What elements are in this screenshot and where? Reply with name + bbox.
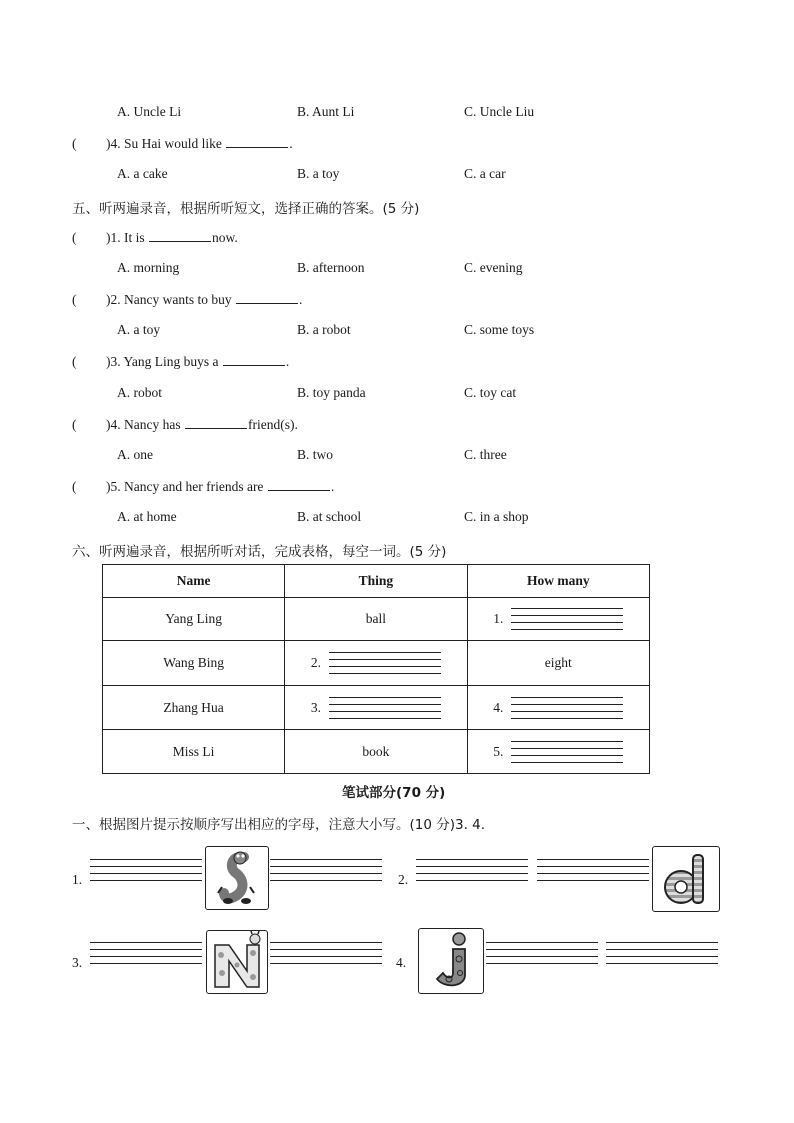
writing-lines[interactable]	[537, 859, 649, 881]
table-row	[103, 598, 650, 641]
writing-lines[interactable]	[329, 697, 441, 719]
writing-lines[interactable]	[486, 942, 598, 964]
option-b: B. afternoon	[297, 260, 365, 275]
item-number: 3.	[72, 955, 83, 970]
cell-how-many: 5.	[467, 730, 649, 774]
writing-lines[interactable]	[90, 859, 202, 881]
writing-lines[interactable]	[511, 697, 623, 719]
writing-lines[interactable]	[329, 652, 441, 674]
option-b: B. Aunt Li	[297, 104, 355, 119]
letter-n-icon	[207, 931, 267, 993]
question-5-5: ( )5. Nancy and her friends are .	[72, 479, 335, 494]
cell-how-many: eight	[467, 641, 649, 686]
answer-blank[interactable]	[223, 353, 285, 366]
question-5-3: ( )3. Yang Ling buys a .	[72, 354, 290, 369]
cell-thing: 3.	[285, 686, 467, 730]
cell-thing: 2.	[285, 641, 467, 686]
writing-lines[interactable]	[511, 608, 623, 630]
option-c: C. some toys	[464, 322, 535, 337]
answer-blank[interactable]	[226, 135, 288, 148]
cell-name: Wang Bing	[103, 641, 285, 686]
letter-s-icon	[206, 847, 268, 909]
table-row	[103, 686, 650, 730]
letter-j-picture	[418, 928, 484, 994]
header-thing: Thing	[285, 565, 467, 598]
option-a: A. a cake	[117, 166, 168, 181]
letter-d-picture	[652, 846, 720, 912]
cell-how-many: 4.	[467, 686, 649, 730]
option-a: A. robot	[117, 385, 162, 400]
cell-thing: ball	[285, 598, 467, 641]
option-b: B. toy panda	[297, 385, 366, 400]
option-c: C. evening	[464, 260, 523, 275]
option-a: A. morning	[117, 260, 180, 275]
question-5-4: ( )4. Nancy has friend(s).	[72, 417, 298, 432]
cell-name: Zhang Hua	[103, 686, 285, 730]
writing-lines[interactable]	[90, 942, 202, 964]
section5-title: 五、听两遍录音，根据所听短文，选择正确的答案。(5 分)	[72, 201, 420, 217]
answer-blank[interactable]	[268, 478, 330, 491]
header-how-many: How many	[467, 565, 649, 598]
item-number: 2.	[398, 872, 409, 887]
answer-blank[interactable]	[236, 291, 298, 304]
option-a: A. one	[117, 447, 153, 462]
option-b: B. two	[297, 447, 334, 462]
letter-n-picture	[206, 930, 268, 994]
letter-j-icon	[419, 929, 483, 993]
writing-lines[interactable]	[416, 859, 528, 881]
option-c: C. three	[464, 447, 507, 462]
question-5-1: ( )1. It is now.	[72, 230, 238, 245]
writing-lines[interactable]	[511, 741, 623, 763]
question-5-2: ( )2. Nancy wants to buy .	[72, 292, 303, 307]
item-number: 4.	[396, 955, 407, 970]
cell-name: Miss Li	[103, 730, 285, 774]
table-row	[103, 641, 650, 686]
option-a: A. a toy	[117, 322, 161, 337]
option-a: A. at home	[117, 509, 177, 524]
section6-title: 六、听两遍录音，根据所听对话，完成表格，每空一词。(5 分)	[72, 544, 447, 560]
option-c: C. Uncle Liu	[464, 104, 535, 119]
item-number: 1.	[72, 872, 83, 887]
cell-thing: book	[285, 730, 467, 774]
answer-table	[102, 564, 650, 774]
writing-lines[interactable]	[270, 859, 382, 881]
cell-how-many: 1.	[467, 598, 649, 641]
option-b: B. a toy	[297, 166, 340, 181]
letter-d-icon	[653, 847, 719, 911]
option-a: A. Uncle Li	[117, 104, 182, 119]
written-part-title: 笔试部分(70 分)	[342, 785, 446, 801]
header-name: Name	[103, 565, 285, 598]
letter-s-picture	[205, 846, 269, 910]
question-prev-4: ( )4. Su Hai would like .	[72, 136, 293, 151]
writing-lines[interactable]	[606, 942, 718, 964]
option-b: B. a robot	[297, 322, 351, 337]
option-c: C. toy cat	[464, 385, 517, 400]
answer-blank[interactable]	[149, 229, 211, 242]
answer-blank[interactable]	[185, 416, 247, 429]
option-b: B. at school	[297, 509, 362, 524]
written-section1-title: 一、根据图片提示按顺序写出相应的字母，注意大小写。(10 分)3. 4.	[72, 817, 486, 833]
table-row	[103, 730, 650, 774]
table-header-row	[103, 565, 650, 598]
writing-lines[interactable]	[270, 942, 382, 964]
option-c: C. in a shop	[464, 509, 529, 524]
option-c: C. a car	[464, 166, 506, 181]
cell-name: Yang Ling	[103, 598, 285, 641]
